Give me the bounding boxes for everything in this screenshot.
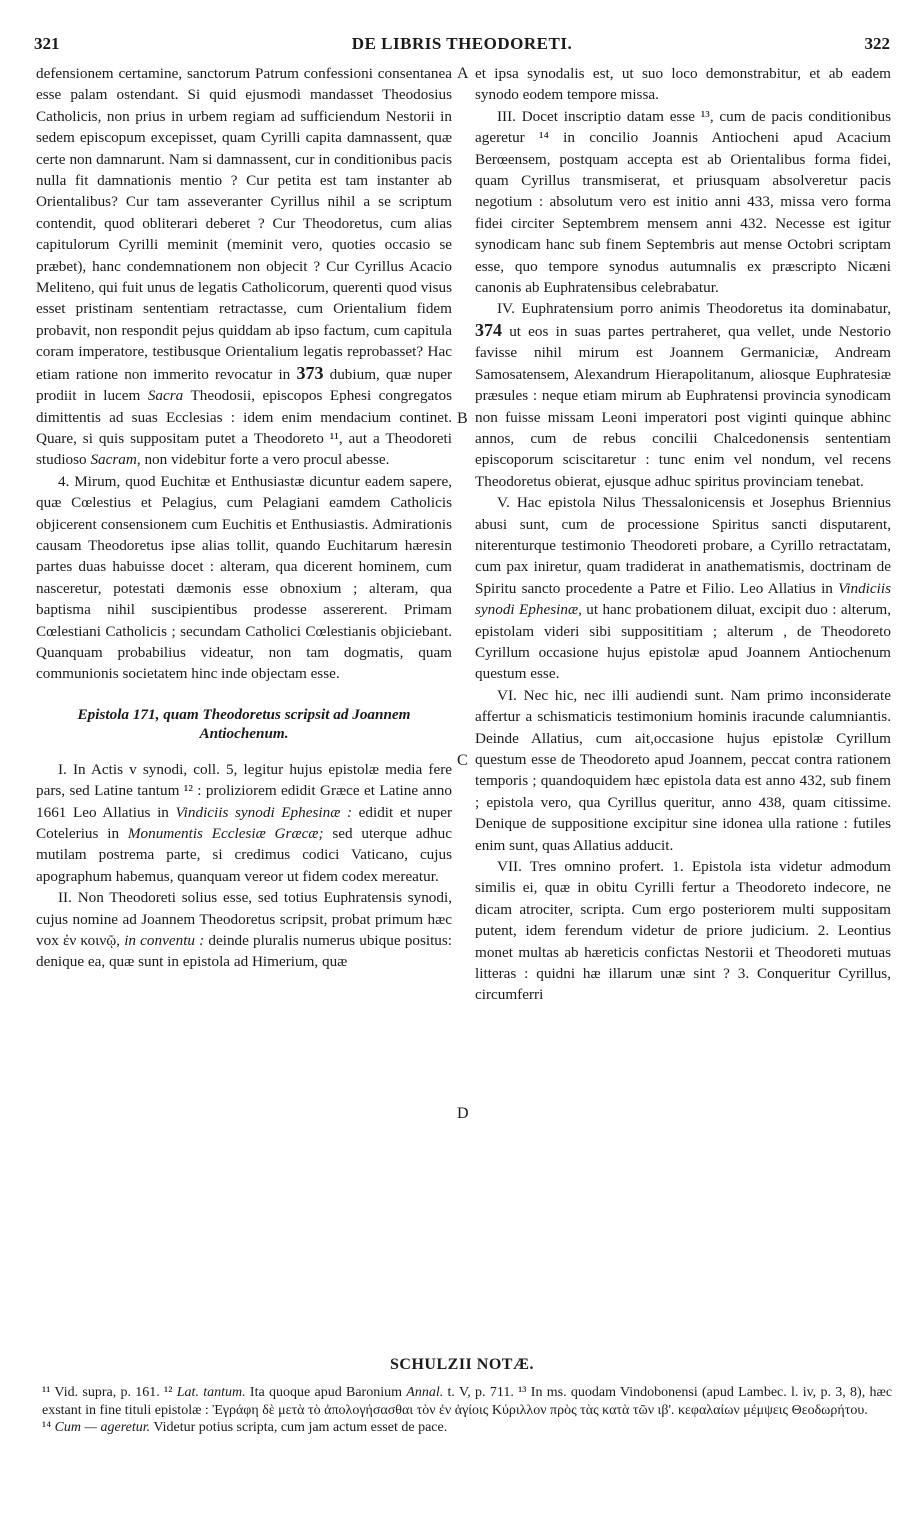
- page-number-left: 321: [34, 34, 60, 53]
- paragraph: IV. Euphratensium porro animis Theodoretus ita dominabatur, 374 ut eos in suas partes pertraheret, qua vellet, unde Nestorio favisse nihil mirum est Joannem Germaniciæ, Andream Samosatensem, Alexandrum Hierapolitanum, aliosque Euphratesiæ præsules : neque etiam mirum ab Euphratensi provincia synodicam non fuisse missam Leoni imperatori post viginti quinque abhinc annos, cum de rebus concilii Chalcedonensis sententiam episcoporum sciscitaretur : tunc enim vel nondum, vel recens Theodoretus obierat, ejusque adhuc spiritus provinciam tenebat.: [475, 300, 891, 490]
- paragraph: II. Non Theodoreti solius esse, sed totius Euphratensis synodi, cujus nomine ad Joannem Theodoretus scripsit, probat primum hæc vox ἐν κοινῷ, in conventu : deinde pluralis numerus ubique positus: denique ea, quæ sunt in epistola ad Himerium, quæ: [36, 889, 453, 971]
- marginal-page-number: 374: [475, 319, 502, 340]
- paragraph: VI. Nec hic, nec illi audiendi sunt. Nam primo inconsiderate affertur a schismaticis testimonium hominis iracunde calumniantis. Deinde Allatius, cum ait,occasione hujus epistolæ Cyrillum questum esse de Theodoreto apud Joannem, peccat contra rationem temporis ; quandoquidem hæc epistola data est anno 432, sub finem ; epistola vero, qua Cyrillus queritur, anno 438, quam citissime. Denique de suppositione excipitur sine idonea ulla ratione : futiles enim sunt, quas Allatius adducit.: [475, 686, 891, 854]
- paragraph: et ipsa synodalis est, ut suo loco demonstrabitur, et ab eadem synodo eodem tempore missa.: [475, 65, 891, 104]
- running-title: DE LIBRIS THEODORETI.: [351, 34, 573, 53]
- footnote: ¹⁴ Cum — ageretur. Videtur potius scripta, cum jam actum esset de pace.: [42, 1420, 448, 1435]
- margin-letter-b: B: [457, 410, 468, 427]
- margin-letter-c: C: [457, 752, 468, 769]
- margin-letter-d: D: [457, 1105, 469, 1122]
- page-number-right: 322: [864, 34, 890, 53]
- footnote: ¹¹ Vid. supra, p. 161. ¹² Lat. tantum. Ita quoque apud Baronium Annal. t. V, p. 711. ¹³ In ms. quodam Vindobonensi (apud Lambec. l. iv, p. 3, 8), hæc exstant in fine tituli epistolæ : Ἐγράφη δὲ μετὰ τὸ ἀπολογήσασθαι τὸν ἐν ἁγίοις Κύριλλον πρὸς τὰς κατὰ τῶν ιβ'. κεφαλαίων μέμψεις Θεοδωρήτου.: [42, 1385, 893, 1418]
- notes-title: SCHULZII NOTÆ.: [390, 1356, 534, 1373]
- right-column: [475, 63, 891, 1006]
- running-header: [34, 34, 890, 60]
- paragraph: V. Hac epistola Nilus Thessalonicensis et Josephus Briennius abusi sunt, cum de processione Spiritus sancti disputarent, niterenturque testimonio Theodoreti probare, a Cyrillo retractatam, cum pax iniretur, quam tradiderat in anathematismis, doctrinam de Spiritu sancto procedente a Patre et Filio. Leo Allatius in Vindiciis synodi Ephesinæ, ut hanc probationem diluat, excipit duo : alterum, epistolam videri sibi supposititiam ; alterum , de Theodoreto Cyrillum occasione hujus epistolæ apud Joannem Antiochenum questum esse.: [475, 494, 892, 683]
- marginal-page-number: 373: [296, 362, 324, 383]
- paragraph: VII. Tres omnino profert. 1. Epistola ista videtur admodum similis ei, quæ in obitu Cyrilli fertur a Theodoreto indecore, ne dicam atrociter, scripta. Cum ergo posteriorem multi suppositam putent, idem ferendum videtur de priore judicium. 2. Leontius monet multas ab hæreticis confictas Nestorii et Theodoreti mutuas litteras : quidni hæ illarum unæ sint ? 3. Conqueritur Cyrillus, circumferri: [475, 858, 891, 1004]
- paragraph: defensionem certamine, sanctorum Patrum confessioni consentanea esse palam ostendant. Si quid ejusmodi mandasset Theodosius Catholicis, non prius in urbem regiam ad sufficiendum Nestorii in sedem episcopum excepisset, quam Cyrilli capita damnassent, quæ certe non damnarunt. Nam si damnassent, cur in conditionibus pacis nulla fit damnationis mentio ? Cur petita est tam instanter ab Orientalibus? Cur tam asseveranter Cyrillus nihil a se scriptum contendit, quod obliterari deberet ? Cur Theodoretus, cum alias capitulorum Cyrilli meminit (meminit vero, quoties occasio se præbet), hanc condemnationem non objecit ? Cur Cyrillus Acacio Meliteno, qui fuit unus de legatis Catholicorum, querenti quod visus esset pristinam sententiam retractasse, cum Orientalium fidem probavit, non respondit pejus quiddam ab ipso factum, cum capitula coram imperatore, testibusque Orientalium legatis reprobasset? Hac etiam ratione non immerito revocatur in 373 dubium, quæ nuper prodiit in lucem Sacra Theodosii, episcopos Ephesi congregatos dimittentis ad suas Ecclesias : idem enim mendacium continet. Quare, si quis suppositam putet a Theodoreto ¹¹, aut a Theodoreti studioso Sacram, non videbitur forte a vero procul abesse.: [36, 65, 453, 469]
- margin-letter-a: A: [457, 65, 469, 82]
- section-heading: Epistola 171, quam Theodoretus scripsit ad Joannem Antiochenum.: [77, 705, 411, 742]
- paragraph: 4. Mirum, quod Euchitæ et Enthusiastæ dicuntur eadem sapere, quæ Cœlestius et Pelagius, cum Pelagiani eamdem Catholicis objicerent consensionem cum Euchitis et Enthusiastis. Admirationis causam Theodoretus ipse alias tollit, quando Euchitarum hæresin partes duas habuisse docet : alteram, qua dicerent hominem, cum nasceretur, potestati dæmonis esse obnoxium ; alteram, qua baptisma nihil suscipientibus prodesse assererent. Primam Cœlestiani Catholicis ; secundam Catholici Cœlestianis objiciebant. Quanquam probabilius videatur, non tam dogmatis, quam communionis societatem hinc inde objectam esse.: [36, 472, 452, 683]
- paragraph: I. In Actis v synodi, coll. 5, legitur hujus epistolæ media fere pars, sed Latine tantum ¹² : proliziorem edidit Græce et Latine anno 1661 Leo Allatius in Vindiciis synodi Ephesinæ : edidit et nuper Cotelerius in Monumentis Ecclesiæ Græcæ; sed uterque adhuc mutilam postrema parte, si credimus codici Vaticano, cujus apographum habemus, quanquam vereor ut fidem codex mereatur.: [36, 760, 452, 885]
- footnotes: [42, 1384, 892, 1437]
- paragraph: III. Docet inscriptio datam esse ¹³, cum de pacis conditionibus ageretur ¹⁴ in concilio Joannis Antiocheni apud Acacium Berœensem, postquam accepta est ab Orientalibus forma fidei, quam Cyrillus transmiserat, et priusquam absolveretur pacis negotium : absolutum vero est initio anni 433, missa vero forma fidei circiter Septembrem mensem anni 432. Necesse est igitur synodicam hanc sub finem Septembris aut mense Octobri scriptam esse, quo tempore synodus autumnalis ex præscripto Nicæni canonis ab Euphratensibus celebrabatur.: [475, 107, 891, 297]
- left-column: [36, 63, 452, 973]
